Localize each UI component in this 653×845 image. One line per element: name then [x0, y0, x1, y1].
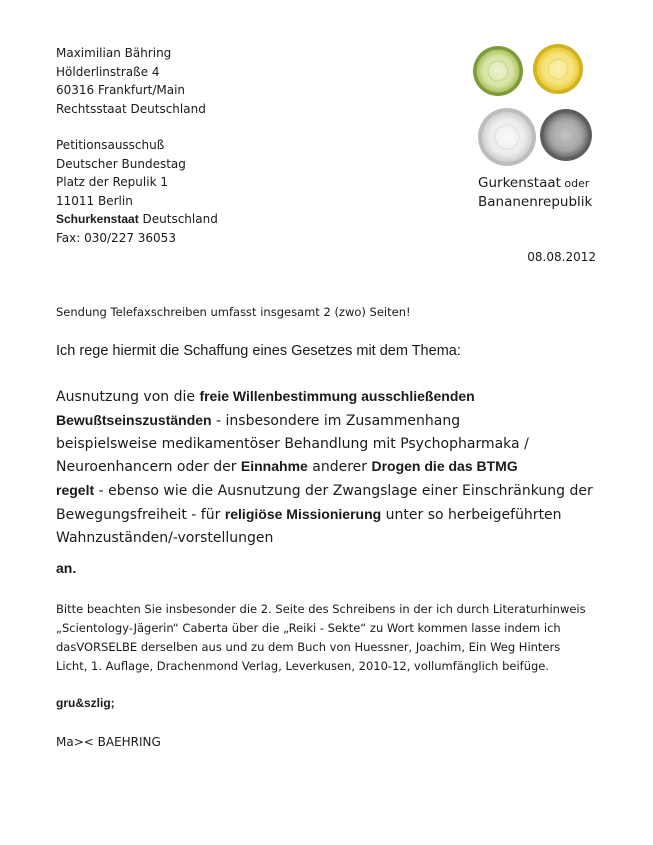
- sender-city: 60316 Frankfurt/Main: [56, 83, 186, 97]
- body-bold-text: regelt: [56, 482, 95, 499]
- sender-address: [56, 44, 206, 118]
- body-line-7: Wahnzuständen/-vorstellungen: [56, 529, 274, 546]
- body-text: - ebenso wie die Ausnutzung der Zwangslage einer Einschränkung der: [94, 483, 593, 500]
- body-bold-text: freie Willenbestimmung ausschließenden: [199, 388, 475, 404]
- cucumber-slices-logo: [470, 42, 610, 172]
- recipient-line1: Petitionsausschuß: [56, 138, 165, 152]
- note-line-4: Licht, 1. Auflage, Drachenmond Verlag, Leverkusen, 2010-12, vollumfänglich beifüge.: [56, 659, 550, 673]
- recipient-line4: 11011 Berlin: [56, 193, 133, 208]
- note-line-2: „Scientology-Jägerin“ Caberta über die „Reiki - Sekte“ zu Wort kommen lasse indem ich: [56, 621, 561, 635]
- recipient-line5: [56, 210, 218, 229]
- letter-date: 08.08.2012: [527, 250, 596, 264]
- body-line-5: [56, 479, 601, 503]
- logo-caption: [478, 174, 592, 212]
- recipient-address: [56, 136, 218, 247]
- body-text: Ausnutzung von die: [56, 389, 200, 405]
- body-text: - insbesondere im Zusammenhang: [211, 412, 461, 429]
- greeting: gru&szlig;: [56, 696, 115, 710]
- body-closing-word: an.: [56, 560, 77, 576]
- body-bold-text: Einnahme: [240, 458, 308, 475]
- slice-white: [478, 108, 536, 166]
- body-text: unter so herbeigeführten: [381, 506, 562, 523]
- body-line-6: [56, 503, 601, 527]
- logo-title-line: [478, 174, 592, 193]
- recipient-line2: Deutscher Bundestag: [56, 156, 186, 171]
- logo-title-small: oder: [560, 177, 590, 190]
- body-text: Neuroenhancern oder der: [56, 459, 241, 476]
- sender-name: Maximilian Bähring: [56, 46, 172, 60]
- slice-yellow: [533, 44, 583, 94]
- sender-country: Rechtsstaat Deutschland: [56, 101, 206, 116]
- body-text: anderer: [307, 459, 372, 476]
- note-line-1: Bitte beachten Sie insbesonder die 2. Seite des Schreibens in der ich durch Literaturhinweis: [56, 602, 586, 616]
- body-line-2: [56, 409, 601, 433]
- fax-notice: Sendung Telefaxschreiben umfasst insgesamt 2 (zwo) Seiten!: [56, 305, 411, 319]
- body-line-4: [56, 455, 601, 479]
- logo-subtitle: Bananenrepublik: [478, 194, 593, 210]
- body-text: Bewegungsfreiheit - für: [56, 506, 225, 523]
- letter-body: [56, 385, 601, 550]
- recipient-line3: Platz der Repulik 1: [56, 175, 168, 189]
- slice-grey: [540, 109, 592, 161]
- note-line-3: dasVORSELBE derselben aus und zu dem Buch von Huessner, Joachim, Ein Weg Hinters: [56, 640, 561, 654]
- body-line-3: beispielsweise medikamentöser Behandlung mit Psychopharmaka /: [56, 435, 529, 452]
- body-bold-text: religiöse Missionierung: [224, 505, 382, 522]
- body-bold-text: Drogen die das BTMG: [371, 458, 518, 475]
- slice-green: [473, 46, 523, 96]
- sender-street: Hölderlinstraße 4: [56, 64, 160, 79]
- literature-note: [56, 600, 616, 676]
- body-bold-text: Bewußtseinszuständen: [56, 411, 212, 428]
- recipient-fax: Fax: 030/227 36053: [56, 230, 176, 245]
- body-line-1: [56, 385, 601, 409]
- logo-title: Gurkenstaat: [478, 175, 561, 191]
- letter-heading: Ich rege hiermit die Schaffung eines Gesetzes mit dem Thema:: [56, 343, 461, 359]
- signature: Ma>< BAEHRING: [56, 735, 161, 749]
- recipient-line5-rest: Deutschland: [138, 212, 218, 226]
- recipient-line5-bold: Schurkenstaat: [56, 212, 139, 226]
